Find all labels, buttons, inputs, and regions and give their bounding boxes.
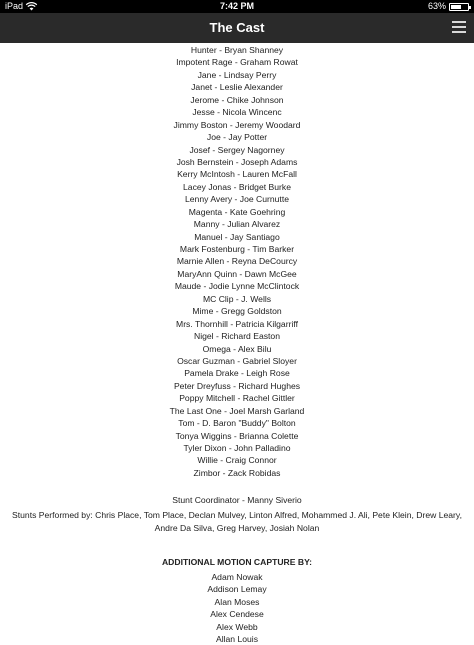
cast-entry: Nigel - Richard Easton bbox=[194, 331, 280, 342]
cast-entry: Marnie Allen - Reyna DeCourcy bbox=[176, 256, 298, 267]
motion-capture-name: Alan Moses bbox=[214, 596, 260, 607]
cast-entry: Maude - Jodie Lynne McClintock bbox=[174, 281, 300, 292]
cast-entry: Lenny Avery - Joe Curnutte bbox=[185, 194, 289, 205]
cast-entry: Poppy Mitchell - Rachel Gittler bbox=[179, 393, 295, 404]
menu-line bbox=[452, 21, 466, 23]
cast-entry: Impotent Rage - Graham Rowat bbox=[176, 57, 298, 68]
stunts-performed-line: Stunts Performed by: Chris Place, Tom Place, Declan Mulvey, Linton Alfred, Mohammed J. Ali, Pete Klein, Drew Leary, bbox=[12, 509, 462, 520]
cast-entry: Mime - Gregg Goldston bbox=[192, 306, 282, 317]
page-title: The Cast bbox=[209, 20, 265, 35]
motion-capture-name: Adam Nowak bbox=[211, 571, 263, 582]
cast-entry: Hunter - Bryan Shanney bbox=[190, 45, 284, 55]
cast-list bbox=[0, 43, 474, 479]
cast-entry: Janet - Leslie Alexander bbox=[191, 82, 283, 93]
cast-entry: Jane - Lindsay Perry bbox=[197, 69, 277, 80]
cast-entry: The Last One - Joel Marsh Garland bbox=[169, 405, 305, 416]
motion-capture-heading: ADDITIONAL MOTION CAPTURE BY: bbox=[161, 556, 313, 567]
cast-entry: Omega - Alex Bilu bbox=[202, 343, 272, 354]
nav-bar bbox=[0, 13, 474, 43]
motion-capture-name: Addison Lemay bbox=[207, 584, 267, 595]
cast-entry: Tyler Dixon - John Palladino bbox=[183, 443, 291, 453]
credits-scroll-view[interactable] bbox=[0, 43, 474, 644]
cast-entry: Mark Fostenburg - Tim Barker bbox=[179, 244, 295, 254]
stunts-performed bbox=[0, 509, 474, 535]
menu-line bbox=[452, 26, 466, 28]
cast-entry: Jimmy Boston - Jeremy Woodard bbox=[173, 119, 301, 130]
stunts-section bbox=[0, 494, 474, 535]
battery-fill bbox=[451, 5, 461, 9]
cast-entry: Peter Dreyfuss - Richard Hughes bbox=[173, 380, 301, 391]
cast-entry: Tonya Wiggins - Brianna Colette bbox=[175, 430, 299, 441]
motion-capture-name: Alex Webb bbox=[216, 621, 258, 632]
status-bar bbox=[0, 0, 474, 13]
cast-entry: Jesse - Nicola Wincenc bbox=[192, 107, 282, 118]
device-label: iPad bbox=[5, 1, 24, 11]
cast-entry: Pamela Drake - Leigh Rose bbox=[184, 368, 290, 379]
cast-entry: Josef - Sergey Nagorney bbox=[189, 144, 285, 155]
battery-tip bbox=[469, 6, 471, 9]
hamburger-menu-icon[interactable] bbox=[452, 21, 466, 35]
cast-entry: Jerome - Chike Johnson bbox=[190, 94, 284, 105]
cast-entry: Zimbor - Zack Robidas bbox=[193, 467, 281, 478]
cast-entry: Magenta - Kate Goehring bbox=[188, 206, 286, 217]
cast-entry: Manuel - Jay Santiago bbox=[194, 231, 280, 242]
cast-entry: Oscar Guzman - Gabriel Sloyer bbox=[177, 355, 297, 366]
cast-entry: MC Clip - J. Wells bbox=[202, 293, 272, 304]
battery-percent: 63% bbox=[427, 1, 446, 11]
cast-entry: Willie - Craig Connor bbox=[197, 455, 277, 466]
cast-entry: Josh Bernstein - Joseph Adams bbox=[176, 156, 298, 167]
motion-capture-list bbox=[0, 571, 474, 645]
cast-entry: Manny - Julian Alvarez bbox=[193, 219, 281, 230]
cast-entry: Joe - Jay Potter bbox=[206, 132, 268, 143]
menu-line bbox=[452, 31, 466, 33]
battery-icon bbox=[449, 3, 469, 11]
status-time: 7:42 PM bbox=[219, 1, 254, 11]
cast-entry: Tom - D. Baron "Buddy" Bolton bbox=[178, 418, 296, 429]
stunt-coordinator: Stunt Coordinator - Manny Siverio bbox=[172, 495, 302, 506]
status-right bbox=[428, 0, 469, 13]
cast-entry: Kerry McIntosh - Lauren McFall bbox=[177, 169, 297, 180]
motion-capture-name: Allan Louis bbox=[215, 634, 259, 644]
cast-entry: Mrs. Thornhill - Patricia Kilgarriff bbox=[176, 318, 298, 329]
motion-capture-name: Alex Cendese bbox=[210, 609, 264, 620]
cast-entry: MaryAnn Quinn - Dawn McGee bbox=[177, 268, 297, 279]
cast-entry: Lacey Jonas - Bridget Burke bbox=[183, 181, 291, 192]
stunts-performed-line: Andre Da Silva, Greg Harvey, Josiah Nolan bbox=[154, 522, 320, 533]
